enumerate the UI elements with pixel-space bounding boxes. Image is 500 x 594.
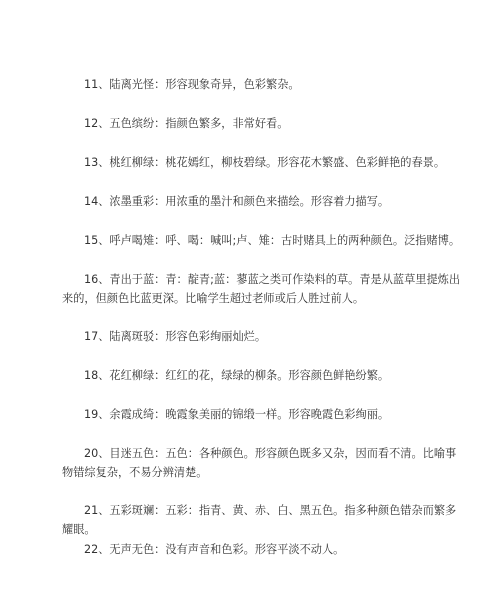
idiom-entry-19: 19、余霞成绮：晚霞象美丽的锦缎一样。形容晚霞色彩绚丽。 <box>84 408 390 422</box>
idiom-entry-15: 15、呼卢喝雉：呼、喝：喊叫;卢、雉：古时赌具上的两种颜色。泛指赌博。 <box>84 234 461 248</box>
idiom-entry-12: 12、五色缤纷：指颜色繁多，非常好看。 <box>84 117 289 131</box>
idiom-entry-14: 14、浓墨重彩：用浓重的墨汁和颜色来描绘。形容着力描写。 <box>84 195 390 209</box>
idiom-entry-16: 16、青出于蓝：青：靛青;蓝：蓼蓝之类可作染料的草。青是从蓝草里提炼出来的，但颜色比蓝更深。比喻学生超过老师或后人胜过前人。 <box>62 273 461 306</box>
idiom-entry-21: 21、五彩斑斓：五彩：指青、黄、赤、白、黑五色。指多种颜色错杂而繁多耀眼。 <box>62 504 457 537</box>
idiom-entry-13: 13、桃红柳绿：桃花嫣红，柳枝碧绿。形容花木繁盛、色彩鲜艳的春景。 <box>84 156 446 170</box>
idiom-entry-18: 18、花红柳绿：红红的花，绿绿的柳条。形容颜色鲜艳纷繁。 <box>84 369 390 383</box>
idiom-entry-17: 17、陆离斑驳：形容色彩绚丽灿烂。 <box>84 330 267 344</box>
idiom-entry-11: 11、陆离光怪：形容现象奇异，色彩繁杂。 <box>84 78 300 92</box>
idiom-entry-20: 20、目迷五色：五色：各种颜色。形容颜色既多又杂，因而看不清。比喻事物错综复杂，不易分辨清楚。 <box>62 447 457 480</box>
idiom-entry-22: 22、无声无色：没有声音和色彩。形容平淡不动人。 <box>84 543 345 557</box>
